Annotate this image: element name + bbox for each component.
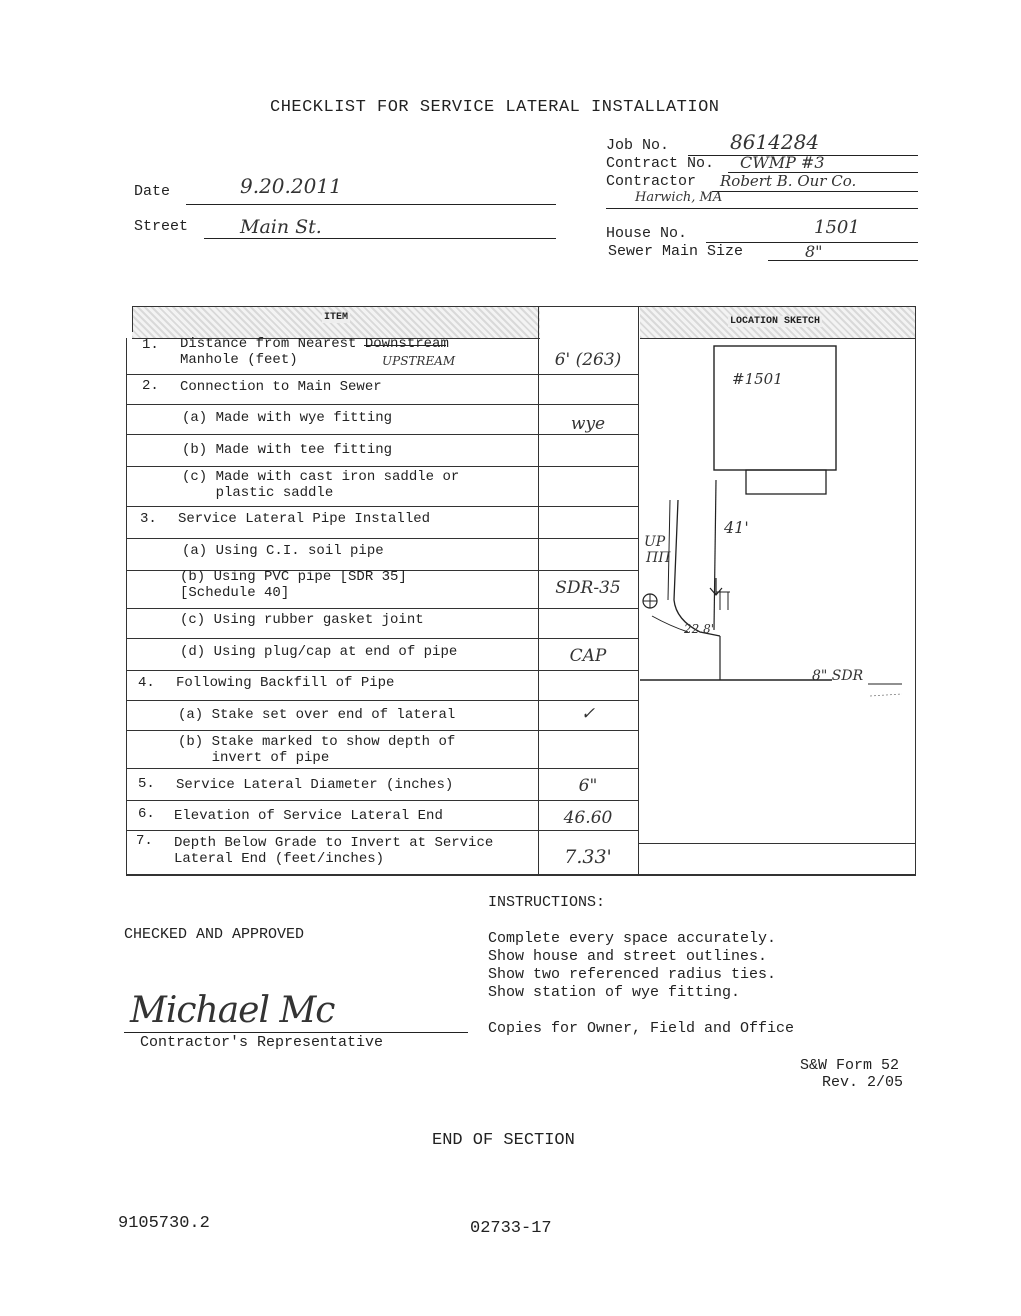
row-5-num: 5. <box>138 776 155 792</box>
contractor-underline-2 <box>606 208 918 209</box>
street-label: Street <box>134 218 189 235</box>
date-label: Date <box>134 183 171 200</box>
sewer-main-value: 8" <box>805 242 823 261</box>
instructions-heading: INSTRUCTIONS: <box>488 894 606 911</box>
footer-page-number: 02733-17 <box>470 1219 552 1238</box>
row-2b-text: (b) Made with tee fitting <box>182 442 393 458</box>
contractor-value-1: Robert B. Our Co. <box>720 172 857 190</box>
dist-41-label: 41' <box>724 518 749 537</box>
house-outline <box>714 346 836 470</box>
end-of-section: END OF SECTION <box>432 1131 575 1150</box>
checked-approved-label: CHECKED AND APPROVED <box>124 926 305 943</box>
row-3b-value: SDR-35 <box>555 578 621 598</box>
dist-228-label: 22.8' <box>684 622 715 636</box>
sketch-drawing <box>640 340 916 876</box>
row-6-num: 6. <box>138 806 155 822</box>
house-label: #1501 <box>732 370 783 388</box>
lateral-line-left <box>674 500 720 636</box>
sketch-header: LOCATION SKETCH <box>640 306 916 339</box>
row-1-num: 1. <box>142 337 159 353</box>
house-no-value: 1501 <box>814 217 860 238</box>
row-3-text: Service Lateral Pipe Installed <box>178 511 431 527</box>
street-underline <box>204 238 556 239</box>
contract-no-label: Contract No. <box>606 155 715 172</box>
contractor-value-2: Harwich, MA <box>635 190 723 205</box>
sewer-main-underline <box>768 260 918 261</box>
porch-outline <box>746 470 826 494</box>
row-4a-value: ✓ <box>580 704 596 724</box>
date-underline <box>186 204 556 205</box>
row-7-value: 7.33' <box>564 846 612 868</box>
form-revision: Rev. 2/05 <box>822 1074 904 1091</box>
instruction-line-3: Show two referenced radius ties. <box>488 966 777 983</box>
row-5-text: Service Lateral Diameter (inches) <box>176 777 454 793</box>
row-2c-text: (c) Made with cast iron saddle or plastic saddle <box>182 469 460 501</box>
sewer-main-label: Sewer Main Size <box>608 243 744 260</box>
up-tick: ΠΠ <box>646 550 671 566</box>
up-label: UP <box>644 534 666 550</box>
job-no-label: Job No. <box>606 137 670 154</box>
row-2a-text: (a) Made with wye fitting <box>182 410 393 426</box>
row-5-value: 6" <box>578 776 598 796</box>
instruction-line-4: Show station of wye fitting. <box>488 984 741 1001</box>
upstream-note: UPSTREAM <box>382 354 456 368</box>
row-1-text: Distance from Nearest Downstream Manhole (feet) <box>180 336 449 368</box>
row-7-num: 7. <box>136 833 153 849</box>
signature-line <box>124 1032 468 1033</box>
row-3c-text: (c) Using rubber gasket joint <box>180 612 424 628</box>
row-3b-text: (b) Using PVC pipe [SDR 35] [Schedule 40] <box>180 569 407 601</box>
row-3a-text: (a) Using C.I. soil pipe <box>182 543 384 559</box>
job-no-value: 8614284 <box>730 130 820 154</box>
footer-doc-number: 9105730.2 <box>118 1214 210 1233</box>
location-sketch <box>640 340 916 876</box>
contractor-underline-1 <box>712 191 918 192</box>
date-value: 9.20.2011 <box>240 174 342 198</box>
row-2a-value: wye <box>570 414 606 434</box>
signature: Michael Mc <box>130 990 335 1031</box>
row-7-text: Depth Below Grade to Invert at Service Lateral End (feet/inches) <box>174 835 494 867</box>
row-3d-value: CAP <box>569 646 607 666</box>
representative-label: Contractor's Representative <box>140 1034 384 1051</box>
row-6-text: Elevation of Service Lateral End <box>174 808 443 824</box>
instruction-line-2: Show house and street outlines. <box>488 948 768 965</box>
contractor-label: Contractor <box>606 173 697 190</box>
row-2-text: Connection to Main Sewer <box>180 379 382 395</box>
main-label: 8" SDR <box>812 668 864 684</box>
downstream-strike <box>364 345 446 346</box>
main-extension-faint <box>870 694 902 696</box>
copies-note: Copies for Owner, Field and Office <box>488 1020 795 1037</box>
row-3-num: 3. <box>140 511 157 527</box>
page-title: CHECKLIST FOR SERVICE LATERAL INSTALLATION <box>270 98 720 117</box>
row-2-num: 2. <box>142 378 159 394</box>
row-4a-text: (a) Stake set over end of lateral <box>178 707 456 723</box>
form-number: S&W Form 52 <box>800 1057 900 1074</box>
house-no-label: House No. <box>606 225 688 242</box>
row-6-value: 46.60 <box>563 808 613 828</box>
row-1-value: 6' (263) <box>554 350 622 370</box>
lateral-line-mid <box>714 480 716 630</box>
street-value: Main St. <box>240 216 322 238</box>
contract-no-value: CWMP #3 <box>740 153 825 172</box>
instruction-line-1: Complete every space accurately. <box>488 930 777 947</box>
row-3d-text: (d) Using plug/cap at end of pipe <box>180 644 458 660</box>
row-4-text: Following Backfill of Pipe <box>176 675 395 691</box>
row-4b-text: (b) Stake marked to show depth of invert of pipe <box>178 734 456 766</box>
item-header: ITEM <box>132 306 540 339</box>
row-4-num: 4. <box>138 675 155 691</box>
